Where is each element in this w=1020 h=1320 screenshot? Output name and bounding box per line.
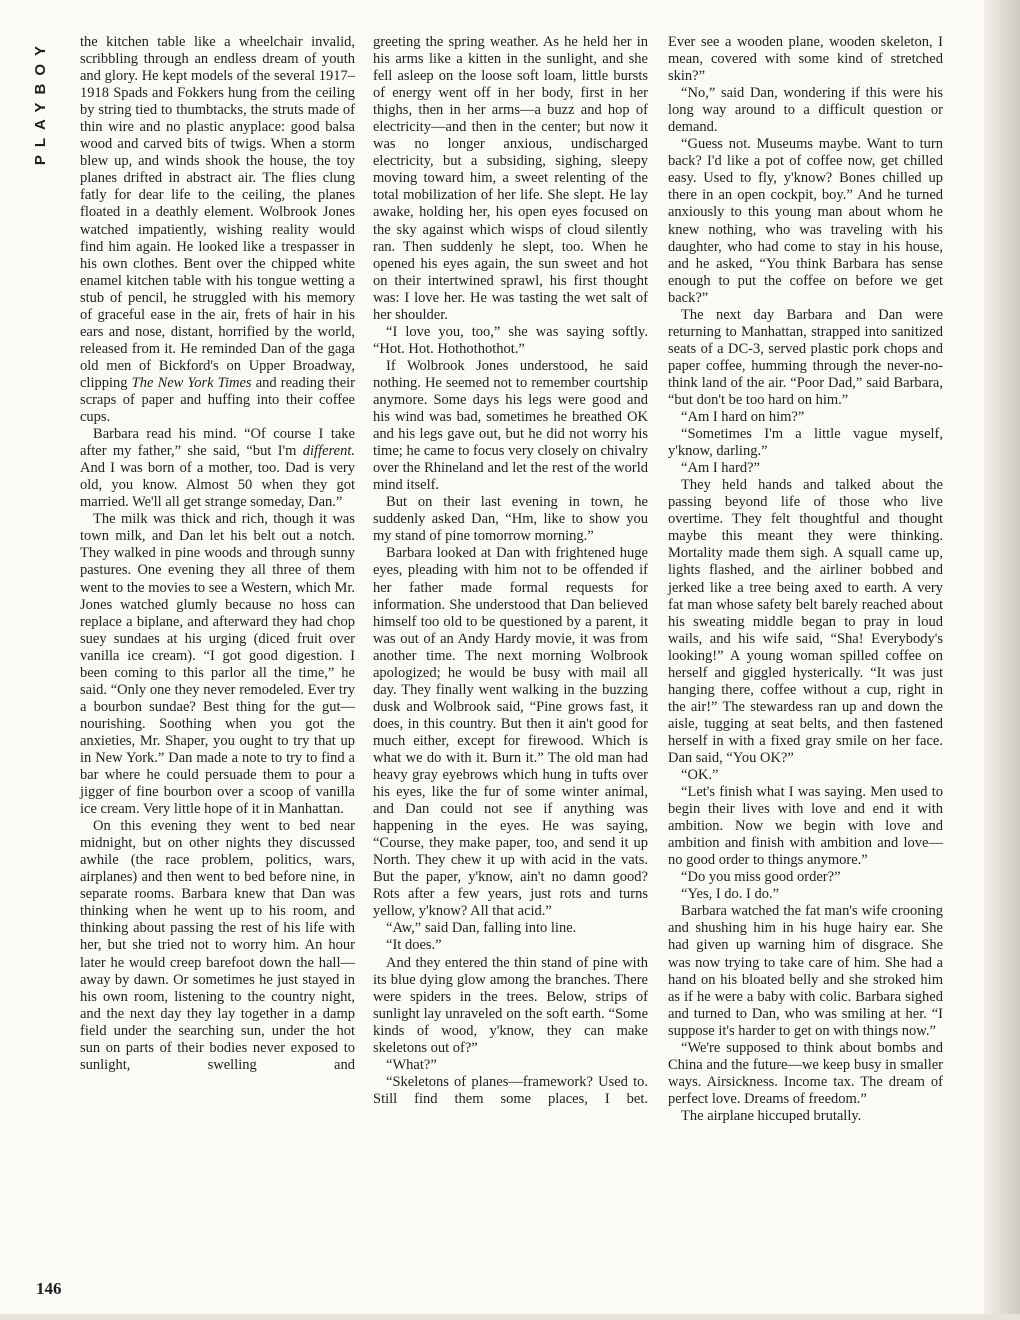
paragraph-text: The airplane hiccuped brutally.	[681, 1107, 862, 1124]
paragraph-text: And they entered the thin stand of pine with its blue dying glow among the branches. There were spiders in the trees. Below, strips of sunlight lay unraveled on the soft earth. “Some kinds of wood, y'know, they can make skeletons out of?”	[373, 954, 648, 1056]
article-paragraph	[373, 358, 648, 494]
article-paragraph	[373, 937, 648, 954]
article-paragraph	[668, 460, 943, 477]
article-paragraph	[80, 34, 355, 426]
paragraph-text: If Wolbrook Jones understood, he said nothing. He seemed not to remember courtship anymore. Some days his legs were good and his wind was bad, sometimes he breathed OK and his legs gave out, but he did not worry his time; he came to focus very closely on chivalry over the Rhineland and let the rest of the world mind itself.	[373, 357, 648, 494]
paragraph-text: “Aw,” said Dan, falling into line.	[386, 920, 577, 937]
article-paragraph	[668, 85, 943, 136]
page-edge-shadow	[984, 0, 1020, 1320]
text-column-1	[80, 34, 355, 1074]
paragraph-text: On this evening they went to bed near midnight, but on other nights they discussed awhile (the race problem, politics, wars, airplanes) and then went to bed before nine, in separate rooms. Barbara knew that Dan was thinking when he went up to his room, and thinking about passing the rest of his life with her, but she tried not to worry him. An hour later he would creep barefoot down the hall—away by dawn. Or sometimes he just stayed in his own room, listening to the country night, and the next day they lay together in a damp field under the searching sun, under the hot sun on parts of their bodies never exposed to sunlight, swelling and	[80, 818, 355, 1073]
paragraph-text: The next day Barbara and Dan were returning to Manhattan, strapped into sanitized seats of a DC-3, served plastic pork chops and paper coffee, humming through the never-no-think land of the air. “Poor Dad,” said Barbara, “but don't be too hard on him.”	[668, 306, 943, 408]
paragraph-text: “Do you miss good order?”	[681, 869, 841, 886]
article-paragraph	[373, 494, 648, 545]
article-paragraph	[373, 545, 648, 920]
article-paragraph	[668, 34, 943, 85]
magazine-masthead: PLAYBOY	[32, 38, 49, 166]
paragraph-text: Barbara looked at Dan with frightened huge eyes, pleading with him not to be offended if her father made formal requests for information. She understood that Dan believed himself too old to be questioned by a parent, it was out of an Andy Hardy movie, it was from another time. The next morning Wolbrook apologized; he would be busy with mail all day. They finally went walking in the buzzing dusk and Wolbrook said, “Pine grows fast, it does, in this country. But then it ain't good for much either, except for firewood. Which is what we do with it. Burn it.” The old man had heavy gray eyebrows which hung in tufts over his eyes, like the fur of some winter animal, and Dan could not see if anything was happening in the eyes. He was saying, “Course, they make paper, too, and send it up North. They chew it up with acid in the vats. But the paper, y'know, ain't no damn good? Rots after a few years, just rots and turns yellow, y'know? All that acid.”	[373, 545, 648, 920]
article-paragraph	[373, 34, 648, 324]
page-number: 146	[36, 1279, 62, 1298]
paragraph-text: Ever see a wooden plane, wooden skeleton, I mean, covered with some kind of stretched skin?”	[668, 34, 943, 85]
article-paragraph	[668, 886, 943, 903]
italic-text: The New York Times	[131, 374, 252, 391]
paragraph-text: “Am I hard on him?”	[681, 409, 805, 426]
article-paragraph	[373, 1057, 648, 1074]
paragraph-text: They held hands and talked about the passing beyond life of those who live overtime. They felt thoughtful and thought maybe this meant they were thinking. Mortality made them sigh. A squall came up, lights flashed, and the airliner bobbed and jerked like a tree being axed to earth. A very fat man whose safety belt barely reached about his sweating middle began to pray in loud wails, and his wife said, “Sha! Everybody's looking!” A young woman spilled coffee on herself and giggled hysterically. “It was just hanging there, coffee without a cup, right in the air!” The stewardess ran up and down the aisle, tugging at seat belts, and then fastened herself in with a fixed gray smile on her face. Dan said, “You OK?”	[668, 477, 943, 766]
article-paragraph	[668, 136, 943, 306]
paragraph-text: And I was born of a mother, too. Dad is very old, you know. Almost 50 when they got married. We'll all get strange someday, Dan.”	[80, 460, 355, 511]
article-paragraph	[668, 426, 943, 460]
article-paragraph	[373, 920, 648, 937]
paragraph-text: “Yes, I do. I do.”	[681, 886, 780, 903]
article-paragraph	[668, 1108, 943, 1125]
article-paragraph	[668, 307, 943, 409]
paragraph-text: Barbara watched the fat man's wife crooning and shushing him in his huge hairy ear. She had given up warning him of disgrace. She was now trying to take care of him. She had a hand on his bloated belly and she stroked him as if he were a baby with colic. Barbara sighed and turned to Dan, who was smiling at her. “I suppose it's harder to get on with things now.”	[668, 903, 943, 1039]
paragraph-text: The milk was thick and rich, though it was town milk, and Dan let his belt out a notch. They walked in pine woods and through sunny pastures. One evening they all three of them went to the movies to see a Western, which Mr. Jones watched glumly because no hoss can replace a biplane, and afterward they had chop suey sundaes at his urging (diced fruit over vanilla ice cream). “I got good digestion. I been coming to this parlor all the time,” he said. “Only one they never remodeled. Ever try a bourbon sundae? Best thing for the gut—nourishing. Soothing when you got the anxieties, Mr. Shaper, you ought to try that up in New York.” Dan made a note to try to find a bar where he could persuade them to pour a jigger of fine bourbon over a scoop of vanilla ice cream. Very little hope of it in Manhattan.	[80, 511, 355, 818]
article-paragraph	[668, 903, 943, 1039]
paragraph-text: But on their last evening in town, he suddenly asked Dan, “Hm, like to show you my stand of pine tomorrow morning.”	[373, 494, 648, 545]
paragraph-text: “Let's finish what I was saying. Men used to begin their lives with love and end it with ambition. Now we begin with love and ambition and finish with ambition and love—no good order to things anymore.”	[668, 784, 943, 869]
page-bottom-edge	[0, 1314, 1020, 1320]
paragraph-text: “Am I hard?”	[681, 460, 760, 477]
article-paragraph	[80, 511, 355, 818]
article-paragraph	[80, 426, 355, 511]
article-paragraph	[668, 784, 943, 869]
paragraph-text: the kitchen table like a wheelchair invalid, scribbling through an endless dream of youth and glory. He kept models of the several 1917–1918 Spads and Fokkers hung from the ceiling by string tied to thumbtacks, the struts made of thin wire and no plastic anyplace: good balsa wood and carved bits of twigs. When a storm blew up, and winds shook the house, the toy planes drifted in abstract air. The flies clung fatly for dear life to the ceiling, the planes floated in a deathly element. Wolbrook Jones watched impatiently, wishing reality would find him again. He looked like a trespasser in his own clothes. Bent over the chipped white enamel kitchen table with his tongue wetting a stub of pencil, he struggled with his memory of graceful ease in the air, frets of hair in his ears and nose, distant, horrified by the world, released from it. He reminded Dan of the gaga old men of Bickford's on Upper Broadway, clipping	[80, 34, 355, 391]
paragraph-text: “Skeletons of planes—framework? Used to. Still find them some places, I bet.	[373, 1073, 648, 1107]
article-paragraph	[668, 767, 943, 784]
article-paragraph	[80, 818, 355, 1074]
article-paragraph	[668, 1040, 943, 1108]
text-column-2	[373, 34, 648, 1108]
article-paragraph	[668, 409, 943, 426]
italic-text: different.	[302, 443, 355, 460]
article-paragraph	[373, 955, 648, 1057]
paragraph-text: “Guess not. Museums maybe. Want to turn back? I'd like a pot of coffee now, get chilled easy. Used to fly, y'know? Bones chilled up there in an open cockpit, boy.” And he turned anxiously to this young man about whom he knew nothing, who was traveling with his daughter, who had come to stay in his house, and he asked, “You think Barbara has sense enough to put the coffee on before we get back?”	[668, 136, 943, 306]
paragraph-text: “We're supposed to think about bombs and China and the future—we keep busy in smaller ways. Airsickness. Income tax. The dream of perfect love. Dreams of freedom.”	[668, 1039, 943, 1107]
article-paragraph	[373, 1074, 648, 1108]
text-column-3	[668, 34, 943, 1125]
paragraph-text: “OK.”	[681, 767, 719, 784]
paragraph-text: “What?”	[386, 1056, 437, 1073]
article-paragraph	[373, 324, 648, 358]
paragraph-text: “It does.”	[386, 937, 442, 954]
paragraph-text: greeting the spring weather. As he held her in his arms like a kitten in the sunlight, and she fell asleep on the loose soft loam, little bursts of energy went off in her body, first in her thighs, then in her arms—a buzz and hop of electricity—and then in the center; but now it was no longer anxious, undischarged electricity, but a subsiding, sighing, sleepy moving toward him, a sweet relenting of the total mobilization of her life. She slept. He lay awake, holding her, his open eyes focused on the sky against which wisps of cloud silently ran. Then suddenly he slept, too. When he opened his eyes again, the sun sweet and hot on their intertwined sprawl, his first thought was: I love her. He was tasting the wet salt of her shoulder.	[373, 34, 648, 323]
paragraph-text: “Sometimes I'm a little vague myself, y'know, darling.”	[668, 426, 943, 460]
article-paragraph	[668, 477, 943, 767]
paragraph-text: Barbara read his mind. “Of course I take after my father,” she said, “but I'm	[80, 426, 355, 460]
article-paragraph	[668, 869, 943, 886]
paragraph-text: and reading their scraps of paper and huffing into their coffee cups.	[80, 374, 355, 426]
paragraph-text: “No,” said Dan, wondering if this were his long way around to a difficult question or demand.	[668, 85, 943, 136]
paragraph-text: “I love you, too,” she was saying softly. “Hot. Hot. Hothothothot.”	[373, 323, 648, 357]
